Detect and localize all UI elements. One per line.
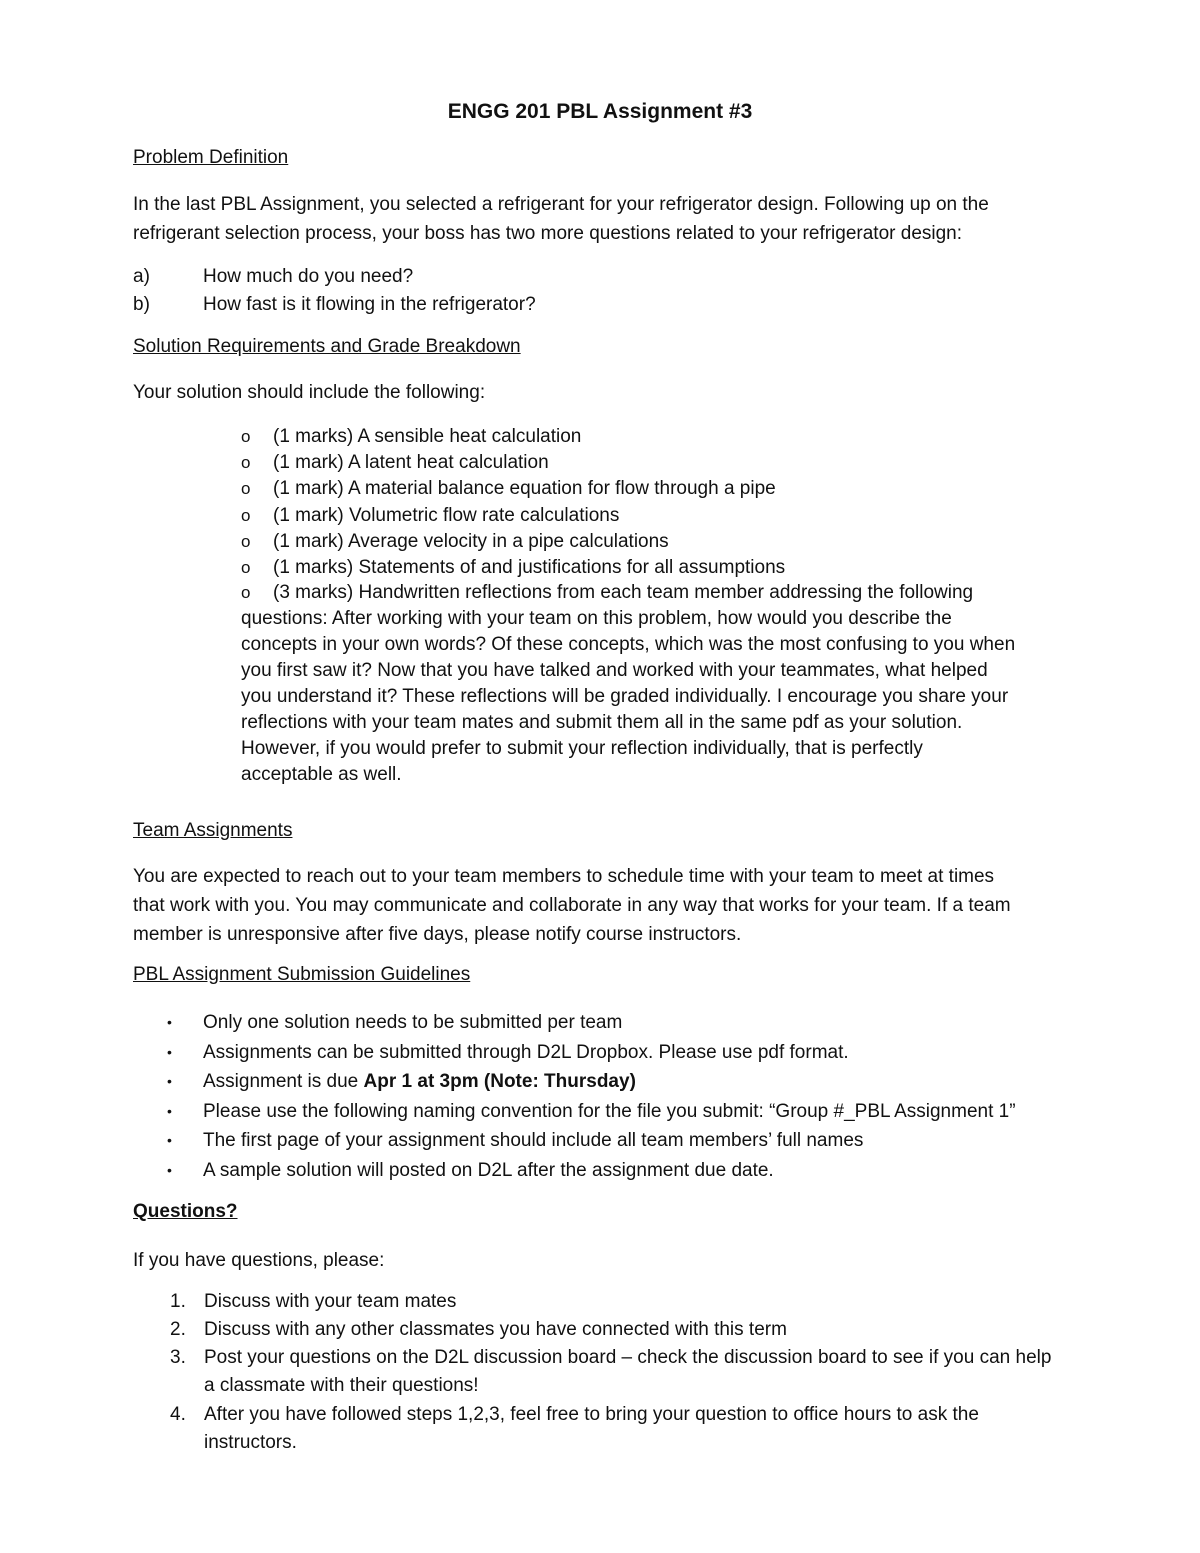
list-marker: a) — [133, 266, 150, 287]
reflection-line: concepts in your own words? Of these concepts, which was the most confusing to you when — [241, 634, 1016, 655]
list-marker: b) — [133, 294, 150, 315]
step-text: After you have followed steps 1,2,3, feel free to bring your question to office hours to ask the instructors. — [204, 1404, 979, 1453]
problem-definition-heading: Problem Definition — [133, 147, 289, 168]
circle-bullet-icon: o — [241, 506, 251, 525]
reflection-line: acceptable as well. — [241, 764, 402, 785]
reflection-line: you understand it? These reflections will be graded individually. I encourage you share your — [241, 686, 1009, 707]
circle-bullet-icon: o — [241, 583, 251, 602]
circle-bullet-icon: o — [241, 453, 251, 472]
bullet-icon: • — [167, 1073, 172, 1089]
reflection-requirement-item — [241, 580, 1071, 788]
circle-bullet-icon: o — [241, 558, 251, 577]
requirement-text: (1 marks) Statements of and justifications for all assumptions — [273, 557, 786, 578]
step-number: 2. — [170, 1319, 186, 1340]
circle-bullet-icon: o — [241, 532, 251, 551]
reflection-line: reflections with your team mates and submit them all in the same pdf as your solution. — [241, 712, 963, 733]
due-date: Apr 1 at 3pm (Note: Thursday) — [363, 1071, 636, 1092]
reflection-line: (3 marks) Handwritten reflections from each team member addressing the following — [273, 582, 974, 603]
question-text: How fast is it flowing in the refrigerator? — [203, 294, 536, 315]
requirement-text: (1 marks) A sensible heat calculation — [273, 426, 582, 447]
team-line-1: You are expected to reach out to your team members to schedule time with your team to meet at times — [133, 866, 995, 887]
requirement-text: (1 mark) Volumetric flow rate calculations — [273, 505, 620, 526]
due-prefix: Assignment is due — [203, 1071, 364, 1092]
problem-intro-paragraph — [133, 190, 1073, 248]
reflection-line: questions: After working with your team on this problem, how would you describe the — [241, 608, 952, 629]
problem-intro-line-1: In the last PBL Assignment, you selected a refrigerant for your refrigerator design. Following up on the — [133, 194, 989, 215]
guideline-text: Assignments can be submitted through D2L Dropbox. Please use pdf format. — [203, 1042, 849, 1063]
bullet-icon: • — [167, 1132, 172, 1148]
guideline-text: Only one solution needs to be submitted per team — [203, 1012, 623, 1033]
requirement-text: (1 mark) Average velocity in a pipe calculations — [273, 531, 669, 552]
team-line-3: member is unresponsive after five days, please notify course instructors. — [133, 924, 742, 945]
document-title: ENGG 201 PBL Assignment #3 — [447, 100, 753, 123]
questions-heading: Questions? — [133, 1201, 238, 1222]
bullet-icon: • — [167, 1103, 172, 1119]
bullet-icon: • — [167, 1014, 172, 1030]
bullet-icon: • — [167, 1162, 172, 1178]
solution-intro: Your solution should include the following: — [133, 382, 486, 403]
guideline-text — [203, 1067, 636, 1096]
questions-intro: If you have questions, please: — [133, 1250, 385, 1271]
team-line-2: that work with you. You may communicate and collaborate in any way that works for your team. If a team — [133, 895, 1011, 916]
guideline-text: Please use the following naming convention for the file you submit: “Group #_PBL Assignment 1” — [203, 1101, 1016, 1122]
circle-bullet-icon: o — [241, 427, 251, 446]
step-number: 1. — [170, 1291, 186, 1312]
step-number: 3. — [170, 1347, 186, 1368]
solution-requirements-heading: Solution Requirements and Grade Breakdown — [133, 336, 521, 357]
team-assignments-paragraph — [133, 862, 1073, 949]
team-assignments-heading: Team Assignments — [133, 820, 293, 841]
step-text: Discuss with any other classmates you have connected with this term — [204, 1319, 787, 1340]
bullet-icon: • — [167, 1044, 172, 1060]
step-text: Discuss with your team mates — [204, 1291, 457, 1312]
reflection-line: you first saw it? Now that you have talked and worked with your teammates, what helped — [241, 660, 988, 681]
requirement-text: (1 mark) A material balance equation for flow through a pipe — [273, 478, 776, 499]
step-number: 4. — [170, 1404, 186, 1425]
problem-intro-line-2: refrigerant selection process, your boss has two more questions related to your refrigerator design: — [133, 223, 963, 244]
question-text: How much do you need? — [203, 266, 414, 287]
guideline-text: The first page of your assignment should include all team members’ full names — [203, 1130, 864, 1151]
reflection-line: However, if you would prefer to submit your reflection individually, that is perfectly — [241, 738, 923, 759]
submission-guidelines-heading: PBL Assignment Submission Guidelines — [133, 964, 471, 985]
requirement-text: (1 mark) A latent heat calculation — [273, 452, 549, 473]
circle-bullet-icon: o — [241, 479, 251, 498]
guideline-text: A sample solution will posted on D2L after the assignment due date. — [203, 1160, 774, 1181]
step-text: Post your questions on the D2L discussion board – check the discussion board to see if you can help a classmate with their questions! — [204, 1347, 1052, 1396]
